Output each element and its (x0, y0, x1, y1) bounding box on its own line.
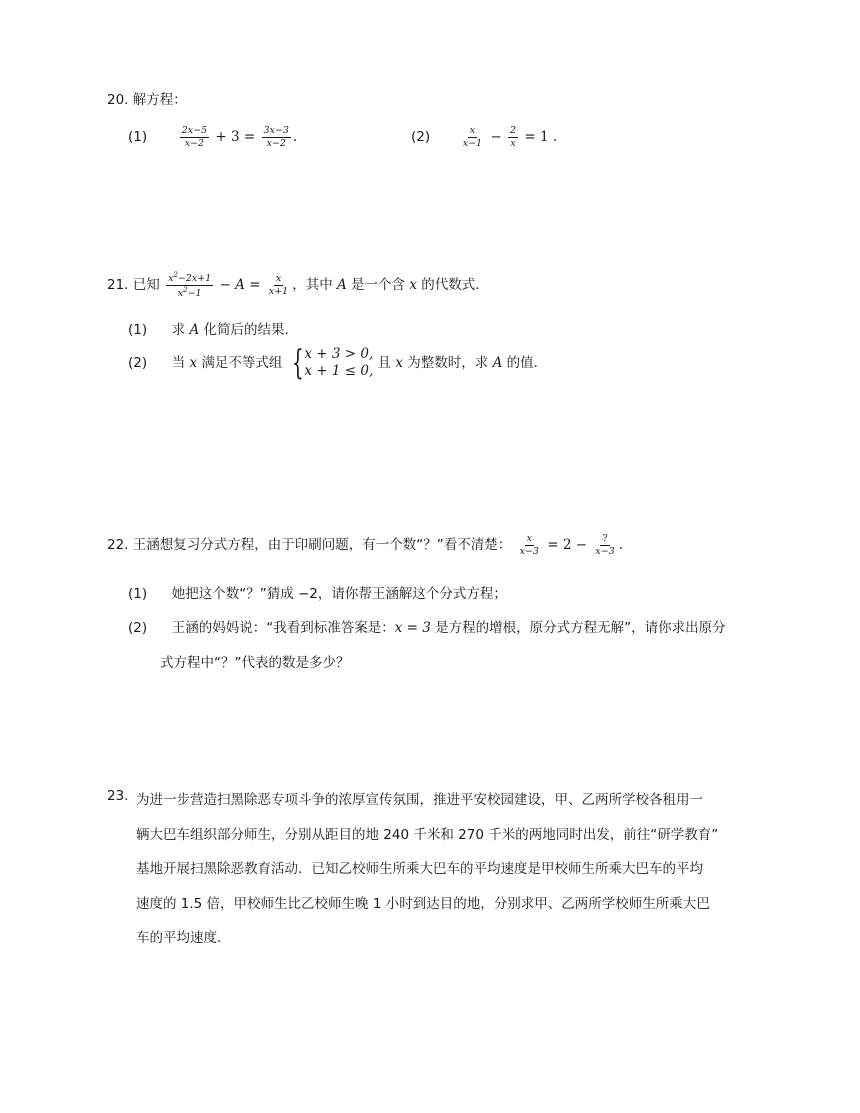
q21-part-1: (1) 求 A 化简后的结果． (128, 322, 299, 338)
question-23-line: 辆大巴车组织部分师生，分别从距目的地 240 千米和 270 千米的两地同时出发，前往“研学教育” (136, 827, 719, 843)
part-label: (2) (128, 355, 148, 371)
part-label: (1) (128, 322, 148, 338)
question-23-line: 基地开展扫黑除恶教育活动．已知乙校师生所乘大巴车的平均速度是甲校师生所乘大巴车的平均 (136, 861, 703, 877)
left-brace: { (291, 343, 304, 383)
q22-part-2: (2) 王涵的妈妈说：“我看到标准答案是：x = 3 是方程的增根，原分式方程无解”，请你求出原分 (128, 620, 726, 636)
question-23-line: 车的平均速度． (136, 930, 231, 946)
fraction: $\frac{2x-5}{x-2}$ (181, 125, 208, 149)
equation: $\frac{x}{x-3}$ = 2 − $\frac{?}{x-3}$ . (519, 533, 624, 557)
fraction: $\frac{x}{x+1}$ (268, 273, 289, 298)
part-label: (2) (128, 620, 148, 636)
equation: $\frac{2x-5}{x-2}$ + 3 = $\frac{3x-3}{x-2}$ . (181, 125, 298, 149)
q21-part-2: (2) 当 x 满足不等式组 { x + 3 > 0, x + 1 ≤ 0, 且 x 为整数时，求 A 的值． (128, 343, 548, 383)
fraction: $\frac{x}{x-3}$ (519, 533, 539, 557)
part-label: (1) (128, 586, 148, 602)
question-number: 20. (107, 92, 129, 108)
part-label: (2) (411, 128, 431, 145)
q20-part-1 (128, 126, 297, 149)
q20-part-2 (411, 126, 557, 149)
fraction: $\frac{?}{x-3}$ (595, 533, 615, 557)
inequality-system: { x + 3 > 0, x + 1 ≤ 0, (291, 343, 374, 383)
question-title: 解方程： (132, 92, 187, 108)
question-23-number: 23. (107, 788, 129, 804)
question-23-line: 为进一步营造扫黑除恶专项斗争的浓厚宣传氛围，推进平安校园建设，甲、乙两所学校各租用一 (136, 792, 703, 808)
q22-part-1: (1) 她把这个数“？”猜成 −2，请你帮王涵解这个分式方程； (128, 586, 507, 602)
q22-part-2-cont: 式方程中“？”代表的数是多少？ (160, 655, 350, 671)
part-label: (1) (128, 128, 148, 145)
question-number: 22. (107, 537, 129, 553)
question-21: 21. 已知 $\frac{x^2-2x+1}{x^2-1}$ − A = $\frac{x}{x+1}$ ，其中 A 是一个含 x 的代数式． (107, 271, 489, 300)
fraction: $\frac{x}{x-1}$ (462, 125, 483, 149)
equation: $\frac{x}{x-1}$ − $\frac{2}{x}$ = 1 . (462, 125, 558, 149)
fraction: $\frac{2}{x}$ (510, 125, 517, 149)
question-23-line: 速度的 1.5 倍，甲校师生比乙校师生晚 1 小时到达目的地，分别求甲、乙两所学校师生所乘大巴 (136, 896, 710, 912)
equation: $\frac{x^2-2x+1}{x^2-1}$ − A = $\frac{x}{x+1}$ (168, 271, 289, 300)
fraction: $\frac{3x-3}{x-2}$ (263, 125, 289, 149)
fraction: $\frac{x^2-2x+1}{x^2-1}$ (168, 271, 212, 300)
question-number: 21. (107, 277, 129, 294)
question-22: 22. 王涵想复习分式方程，由于印刷问题，有一个数“？”看不清楚： $\frac{x}{x-3}$ = 2 − $\frac{?}{x-3}$ . (107, 533, 624, 557)
question-20 (107, 88, 187, 108)
